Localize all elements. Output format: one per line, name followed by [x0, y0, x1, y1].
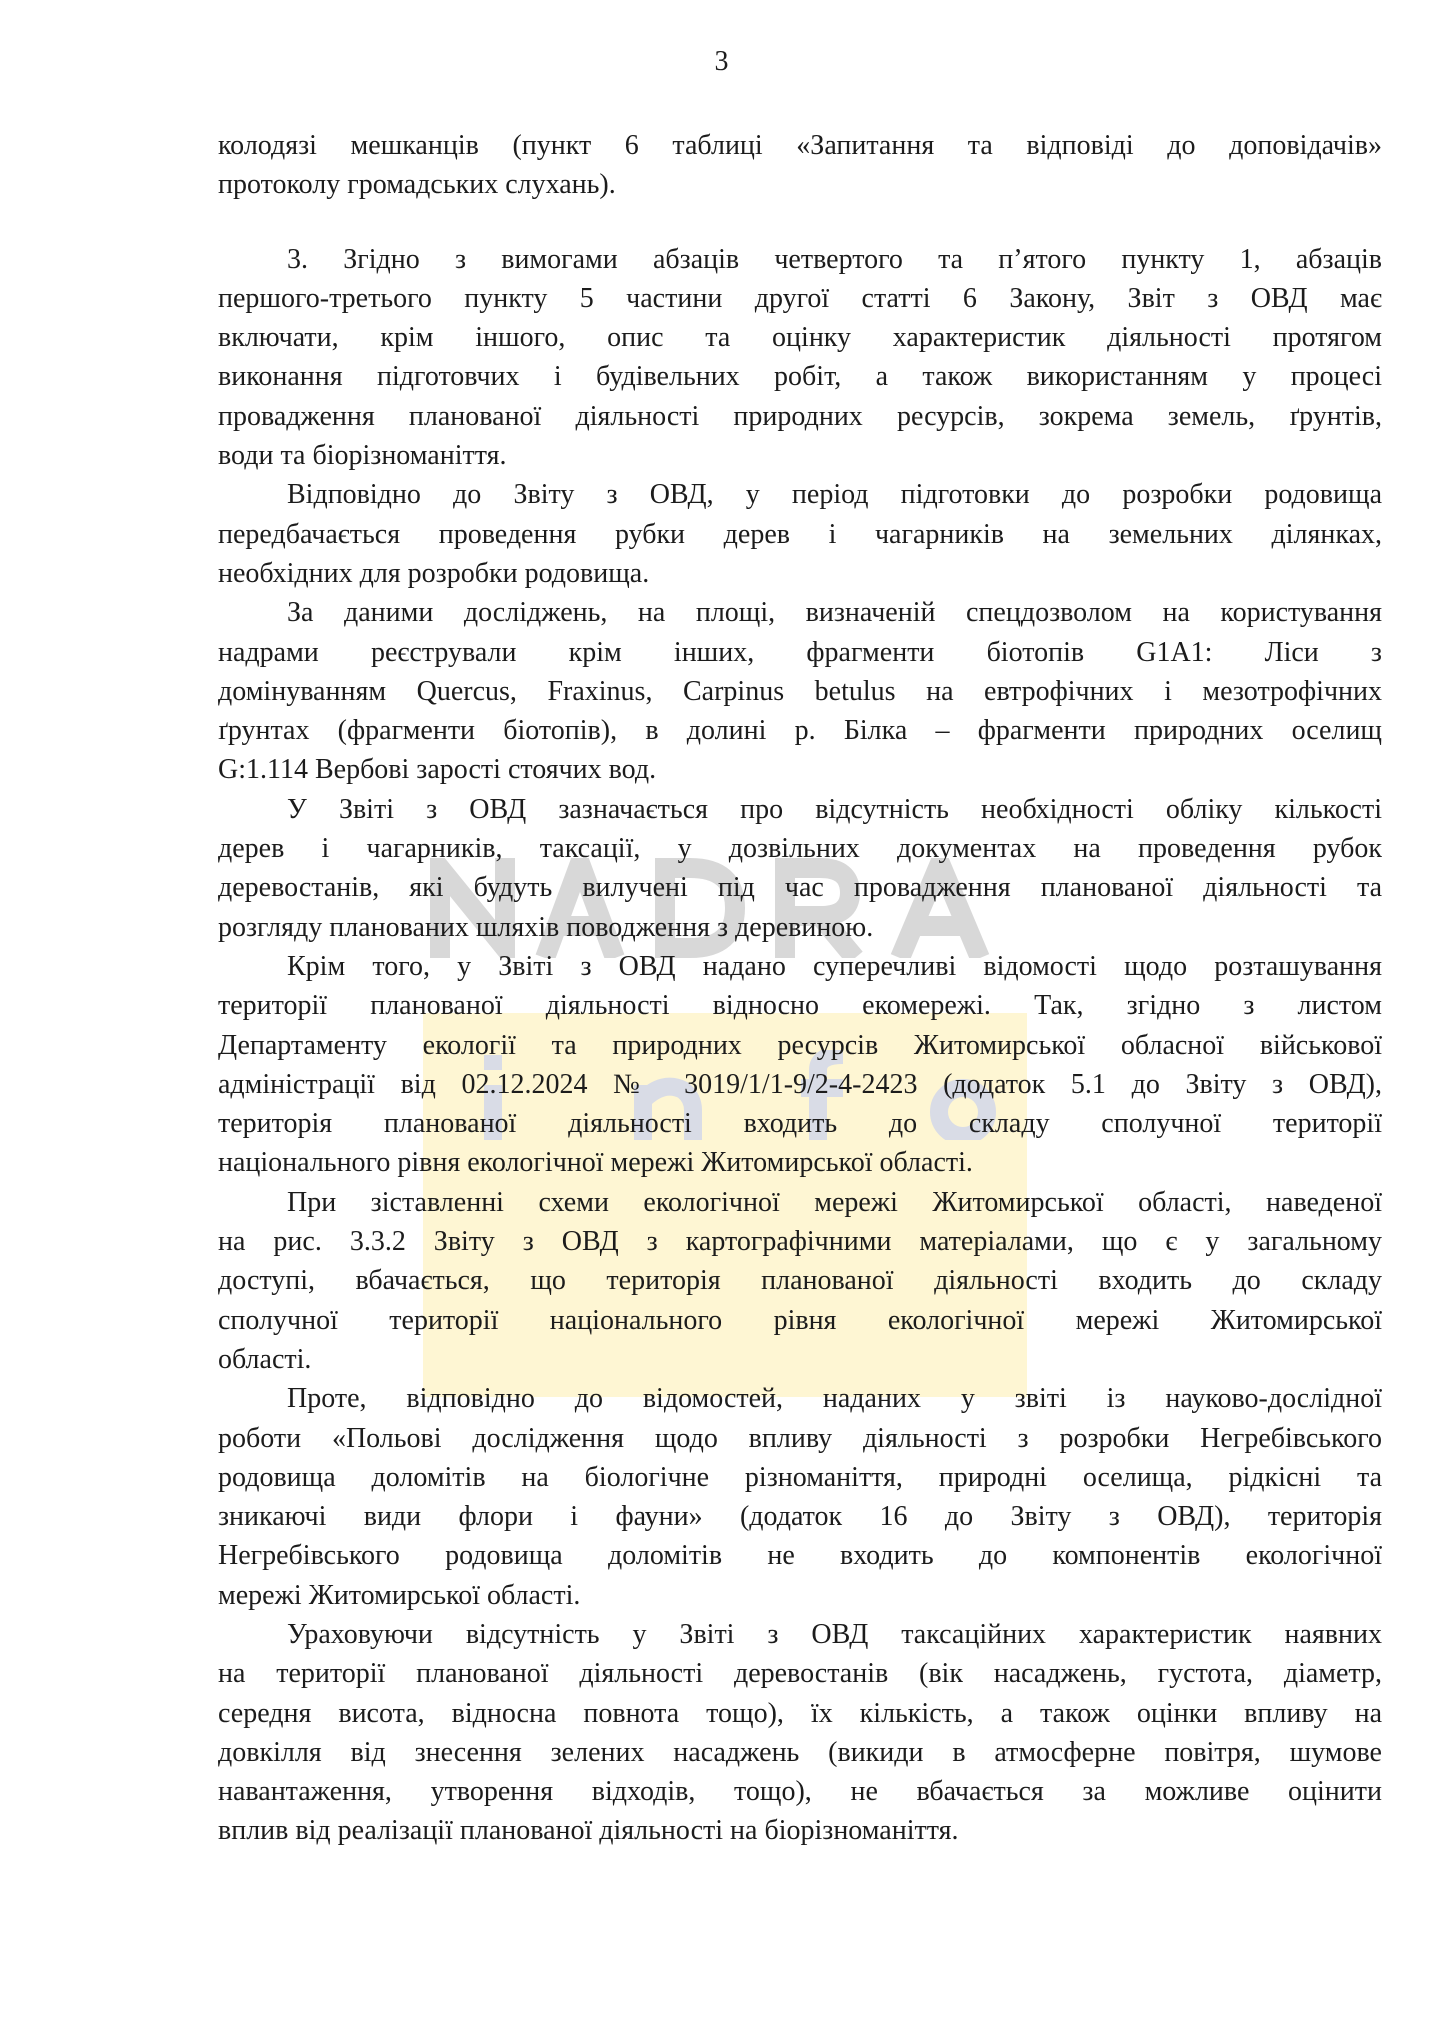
text-line: роботи «Польові дослідження щодо впливу діяльності з розробки Негребівського — [218, 1422, 1382, 1454]
text-line: вплив від реалізації планованої діяльності на біорізноманіття. — [218, 1815, 959, 1847]
text-line: сполучної території національного рівня екологічної мережі Житомирської — [218, 1304, 1382, 1336]
text-line: домінуванням Quercus, Fraxinus, Carpinus betulus на евтрофічних і мезотрофічних — [218, 675, 1382, 707]
page-number: 3 — [714, 46, 729, 77]
paragraph — [218, 1615, 1382, 1851]
text-line: У Звіті з ОВД зазначається про відсутність необхідності обліку кількості — [287, 793, 1382, 825]
text-line: Негребівського родовища доломітів не входить до компонентів екологічної — [218, 1540, 1382, 1572]
text-line: зникаючі види флори і фауни» (додаток 16 до Звіту з ОВД), територія — [218, 1501, 1382, 1533]
text-line: Ураховуючи відсутність у Звіті з ОВД таксаційних характеристик наявних — [287, 1618, 1382, 1650]
document-body — [218, 126, 1382, 1851]
text-line: G:1.114 Вербові зарості стоячих вод. — [218, 754, 657, 786]
paragraph — [218, 790, 1382, 947]
text-line: національного рівня екологічної мережі Житомирської області. — [218, 1147, 973, 1179]
text-line: середня висота, відносна повнота тощо), їх кількість, а також оцінки впливу на — [218, 1697, 1382, 1729]
paragraph — [218, 240, 1382, 476]
text-line: території планованої діяльності відносно екомережі. Так, згідно з листом — [218, 990, 1382, 1022]
text-line: Крім того, у Звіті з ОВД надано суперечливі відомості щодо розташування — [287, 950, 1382, 982]
paragraph — [218, 1379, 1382, 1615]
text-line: мережі Житомирської області. — [218, 1579, 581, 1611]
text-line: дерев і чагарників, таксації, у дозвільних документах на проведення рубок — [218, 833, 1382, 865]
paragraph — [218, 593, 1382, 789]
text-line: доступі, вбачається, що територія планованої діяльності входить до складу — [218, 1265, 1382, 1297]
text-line: включати, крім іншого, опис та оцінку характеристик діяльності протягом — [218, 322, 1382, 354]
text-line: колодязі мешканців (пункт 6 таблиці «Запитання та відповіді до доповідачів» — [218, 130, 1382, 161]
text-line: ґрунтах (фрагменти біотопів), в долині р. Білка – фрагменти природних оселищ — [218, 715, 1382, 747]
text-line: навантаження, утворення відходів, тощо), не вбачається за можливе оцінити — [218, 1776, 1382, 1808]
text-line: родовища доломітів на біологічне різноманіття, природні оселища, рідкісні та — [218, 1461, 1382, 1493]
text-line: деревостанів, які будуть вилучені під час провадження планованої діяльності та — [218, 872, 1382, 904]
text-line: виконання підготовчих і будівельних робіт, а також використанням у процесі — [218, 361, 1382, 393]
text-line: Відповідно до Звіту з ОВД, у період підготовки до розробки родовища — [287, 479, 1382, 511]
text-line: 3. Згідно з вимогами абзаців четвертого та п’ятого пункту 1, абзаців — [287, 243, 1382, 275]
text-line: протоколу громадських слухань). — [218, 169, 616, 201]
text-line: За даними досліджень, на площі, визначеній спецдозволом на користування — [287, 597, 1382, 629]
text-line: Департаменту екології та природних ресурсів Житомирської обласної військової — [218, 1029, 1382, 1061]
text-line: першого-третього пункту 5 частини другої статті 6 Закону, Звіт з ОВД має — [218, 282, 1382, 314]
paragraph — [218, 126, 1382, 205]
text-line: довкілля від знесення зелених насаджень (викиди в атмосферне повітря, шумове — [218, 1736, 1382, 1768]
paragraph — [218, 1183, 1382, 1379]
paragraph — [218, 475, 1382, 593]
paragraph — [218, 947, 1382, 1183]
text-line: Проте, відповідно до відомостей, наданих у звіті із науково-дослідної — [287, 1383, 1382, 1415]
text-line: необхідних для розробки родовища. — [218, 557, 650, 589]
text-line: провадження планованої діяльності природних ресурсів, зокрема земель, ґрунтів, — [218, 400, 1382, 432]
text-line: області. — [218, 1343, 312, 1375]
text-line: адміністрації від 02.12.2024 № 3019/1/1-9/2-4-2423 (додаток 5.1 до Звіту з ОВД), — [218, 1068, 1382, 1100]
text-line: розгляду планованих шляхів поводження з деревиною. — [218, 911, 874, 943]
text-line: на території планованої діяльності деревостанів (вік насаджень, густота, діаметр, — [218, 1658, 1382, 1690]
text-line: води та біорізноманіття. — [218, 440, 507, 472]
text-line: територія планованої діяльності входить до складу сполучної території — [218, 1108, 1382, 1140]
text-line: При зіставленні схеми екологічної мережі Житомирської області, наведеної — [287, 1186, 1382, 1218]
text-line: на рис. 3.3.2 Звіту з ОВД з картографічними матеріалами, що є у загальному — [218, 1226, 1382, 1258]
text-line: надрами реєстрували крім інших, фрагменти біотопів G1A1: Ліси з — [218, 636, 1382, 668]
text-line: передбачається проведення рубки дерев і чагарників на земельних ділянках, — [218, 518, 1382, 550]
